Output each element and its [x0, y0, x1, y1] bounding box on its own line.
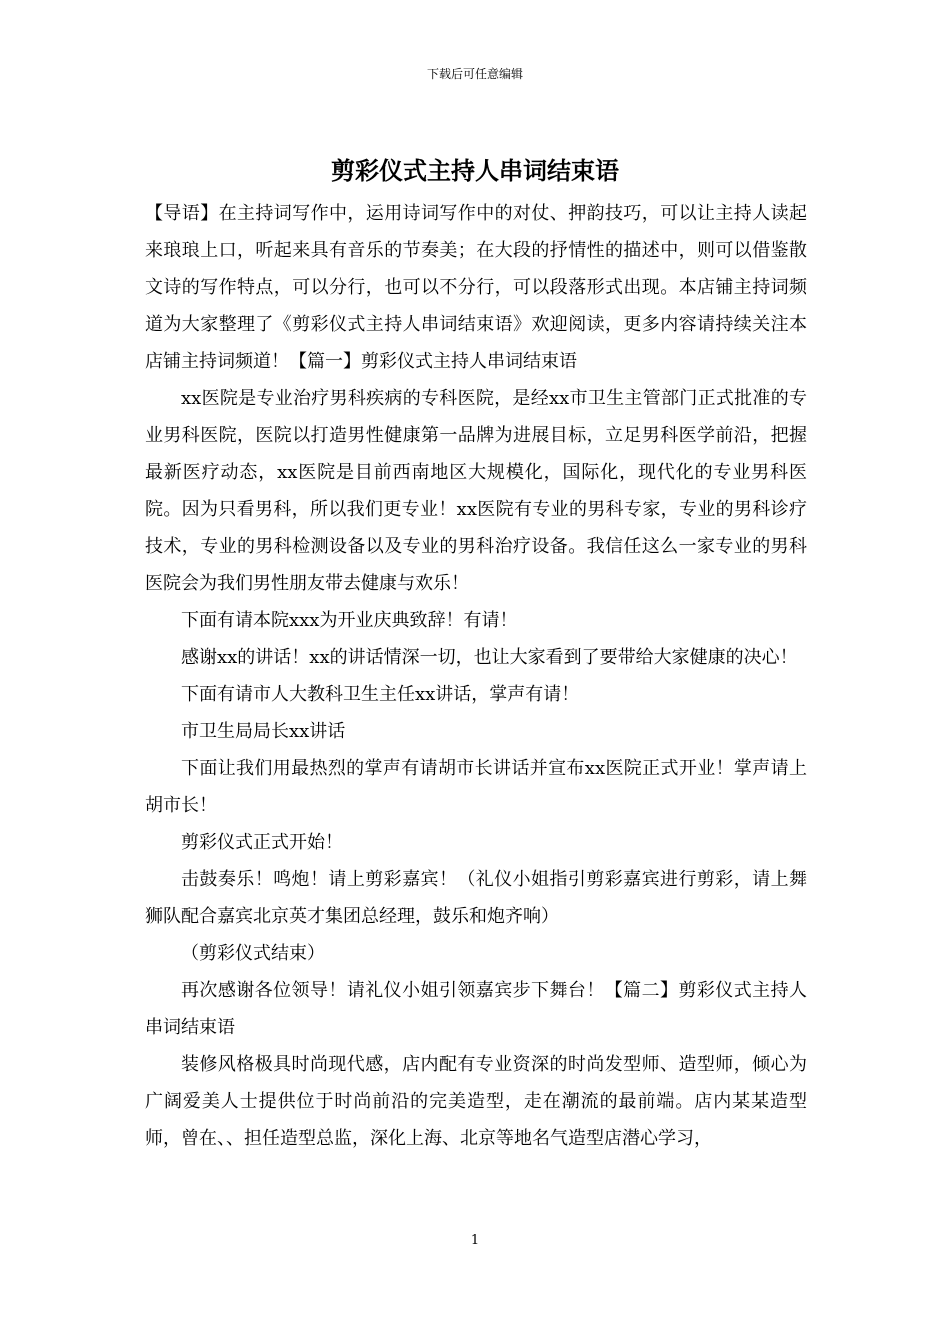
- paragraph: 下面让我们用最热烈的掌声有请胡市长讲话并宣布xx医院正式开业！掌声请上胡市长！: [145, 758, 807, 816]
- document-body: [145, 195, 807, 1157]
- page-number: 1: [470, 1233, 480, 1248]
- paragraph: （剪彩仪式结束）: [181, 943, 325, 964]
- paragraph: 市卫生局局长xx讲话: [181, 721, 346, 742]
- paragraph: 剪彩仪式正式开始！: [181, 832, 343, 853]
- paragraph: 击鼓奏乐！鸣炮！请上剪彩嘉宾！（礼仪小姐指引剪彩嘉宾进行剪彩，请上舞狮队配合嘉宾北京英才集团总经理，鼓乐和炮齐响）: [145, 869, 807, 927]
- document-title: 剪彩仪式主持人串词结束语: [331, 156, 619, 185]
- paragraph: 再次感谢各位领导！请礼仪小姐引领嘉宾步下舞台！【篇二】剪彩仪式主持人串词结束语: [145, 980, 807, 1038]
- paragraph-intro: 【导语】在主持词写作中，运用诗词写作中的对仗、押韵技巧，可以让主持人读起来琅琅上口，听起来具有音乐的节奏美；在大段的抒情性的描述中，则可以借鉴散文诗的写作特点，可以分行，也可以不分行，可以段落形式出现。本店铺主持词频道为大家整理了《剪彩仪式主持人串词结束语》欢迎阅读，更多内容请持续关注本店铺主持词频道！【篇一】剪彩仪式主持人串词结束语: [145, 203, 807, 372]
- paragraph: 下面有请市人大教科卫生主任xx讲话，掌声有请！: [181, 684, 580, 705]
- page-header: 下载后可任意编辑: [426, 67, 523, 81]
- paragraph: 装修风格极具时尚现代感，店内配有专业资深的时尚发型师、造型师，倾心为广阔爱美人士提供位于时尚前沿的完美造型，走在潮流的最前端。店内某某造型师，曾在、、担任造型总监，深化上海、北京等地名气造型店潜心学习，: [145, 1054, 807, 1149]
- paragraph: xx医院是专业治疗男科疾病的专科医院，是经xx市卫生主管部门正式批准的专业男科医院，医院以打造男性健康第一品牌为进展目标，立足男科医学前沿，把握最新医疗动态，xx医院是目前西南地区大规模化，国际化，现代化的专业男科医院。因为只看男科，所以我们更专业！xx医院有专业的男科专家，专业的男科诊疗技术，专业的男科检测设备以及专业的男科治疗设备。我信任这么一家专业的男科医院会为我们男性朋友带去健康与欢乐！: [145, 388, 807, 594]
- paragraph: 下面有请本院xxx为开业庆典致辞！有请！: [181, 610, 518, 631]
- paragraph: 感谢xx的讲话！xx的讲话情深一切，也让大家看到了要带给大家健康的决心！: [181, 647, 798, 668]
